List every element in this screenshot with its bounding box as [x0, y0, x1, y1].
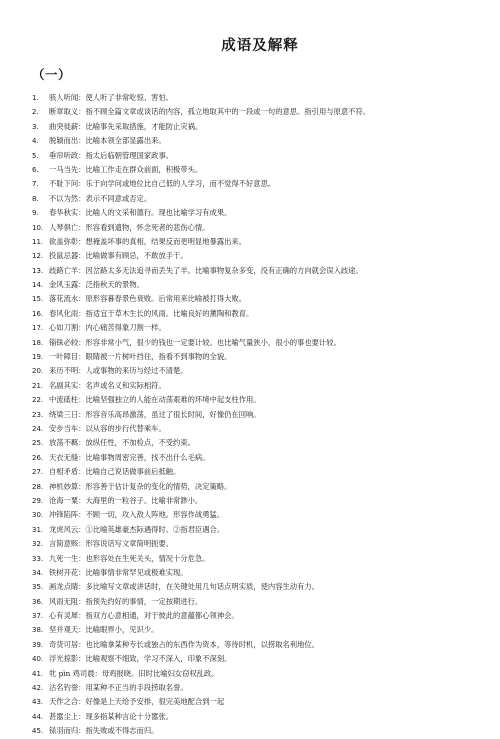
- entry-definition: 因岔路太多无法追寻而丢失了羊。比喻事物复杂多变，没有正确的方向就会误入歧途。: [85, 265, 363, 275]
- entry-number: 23.: [32, 410, 44, 419]
- entry-number: 7.: [32, 180, 39, 189]
- entry-idiom: 坚并观天：: [49, 625, 86, 635]
- entry-idiom: 曲突徙薪：: [49, 121, 86, 131]
- entry-idiom: 放荡不羁：: [49, 438, 86, 448]
- entry-number: 34.: [32, 568, 44, 577]
- entry-definition: 比喻事物周密完善，找不出什么毛病。: [85, 452, 210, 462]
- entry-number: 3.: [32, 122, 39, 131]
- entry-number: 28.: [32, 482, 44, 491]
- list-item: [32, 292, 478, 306]
- entry-definition: 现多指某种言论十分嚣张。: [85, 711, 174, 721]
- entry-number: 25.: [32, 439, 44, 448]
- entry-definition: 不顾一切，攻入敌人阵地。形容作战勇猛。: [85, 510, 225, 520]
- entry-idiom: 天衣无缝：: [49, 452, 86, 462]
- list-item: [32, 436, 478, 450]
- entry-idiom: 画龙点睛：: [49, 582, 86, 592]
- entry-definition: 也形容处在生死关头，情况十分危急。: [85, 553, 210, 563]
- entry-idiom: 歧路亡羊：: [49, 265, 86, 275]
- entry-idiom: 断章取义：: [49, 107, 86, 117]
- entry-definition: 大海里的一粒谷子。比喻非常渺小。: [85, 495, 203, 505]
- entry-number: 17.: [32, 324, 44, 333]
- entry-idiom: 春风化雨：: [49, 308, 86, 318]
- entry-idiom: 自相矛盾：: [49, 467, 86, 477]
- entry-idiom: 绕梁三日：: [49, 409, 86, 419]
- entry-number: 12.: [32, 252, 44, 261]
- entry-definition: 用某种不正当的手段捞取名誉。: [85, 683, 188, 693]
- entry-definition: 指双方心意相通，对于彼此的意蕴都心领神会。: [85, 611, 239, 621]
- list-item: [32, 451, 478, 465]
- entry-number: 1.: [32, 94, 39, 102]
- entry-number: 14.: [32, 281, 44, 290]
- entry-idiom: 不以为然：: [49, 193, 86, 203]
- entry-number: 26.: [32, 453, 44, 462]
- list-item: [32, 249, 478, 263]
- entry-definition: 放纵任性，不加检点，不受约束。: [85, 438, 195, 448]
- entry-definition: 比喻事先采取措施，才能防止灾祸。: [85, 121, 203, 131]
- entry-number: 32.: [32, 540, 44, 549]
- entry-idiom: 风雨无阻：: [49, 596, 86, 606]
- entry-definition: 原形容暮春景色衰败。后常用来比喻被打得大败。: [85, 294, 247, 304]
- entry-number: 42.: [32, 684, 44, 693]
- entry-number: 35.: [32, 583, 44, 592]
- entry-number: 22.: [32, 396, 44, 405]
- list-item: [32, 192, 478, 206]
- entry-idiom: 骇人听闻：: [49, 93, 86, 102]
- entry-definition: 指失败或不得志而归。: [85, 726, 159, 736]
- entry-definition: 形容说话写文章简明扼要。: [85, 539, 174, 549]
- entry-idiom: 投鼠忌器：: [49, 251, 86, 261]
- list-item: [32, 408, 478, 422]
- entry-number: 8.: [32, 194, 39, 203]
- entry-definition: 指适宜于草木生长的风雨。比喻良好的薰陶和教育。: [85, 308, 254, 318]
- list-item: [32, 638, 478, 652]
- entry-number: 10.: [32, 223, 44, 232]
- entry-definition: 也比喻拿某种专长或独占的东西作为资本，等待时机，以捞取名利地位。: [85, 639, 319, 649]
- entry-idiom: 一马当先：: [49, 164, 86, 174]
- entry-idiom: 天作之合：: [49, 697, 86, 707]
- entry-idiom: 沽名钓誉：: [49, 683, 86, 693]
- entry-definition: 比喻做事有顾忌，不敢放手干。: [85, 251, 188, 261]
- list-item: [32, 537, 478, 551]
- entry-number: 19.: [32, 353, 44, 362]
- entry-idiom: 一叶障目：: [49, 352, 86, 362]
- entry-idiom: 神机妙算：: [49, 481, 86, 491]
- entry-idiom: 人琴俱亡：: [49, 222, 86, 232]
- entry-idiom: 言简意赅：: [49, 539, 86, 549]
- list-item: [32, 321, 478, 335]
- entry-definition: 人或事物的来历与经过不清楚。: [85, 366, 188, 376]
- list-item: [32, 580, 478, 594]
- entry-number: 16.: [32, 309, 44, 318]
- entry-idiom: 垂帘听政：: [49, 150, 86, 160]
- entry-number: 33.: [32, 554, 44, 563]
- list-item: [32, 623, 478, 637]
- entry-number: 40.: [32, 655, 44, 664]
- list-item: [32, 149, 478, 163]
- entry-idiom: 沧海一粟：: [49, 495, 86, 505]
- entry-definition: 多比喻写文章或讲话时，在关键处用几句话点明实质，使内容生动有力。: [85, 582, 319, 592]
- list-item: [32, 710, 478, 724]
- entry-number: 38.: [32, 626, 44, 635]
- entry-definition: 形容善于估计复杂的变化的情势，决定策略。: [85, 481, 232, 491]
- list-item: [32, 508, 478, 522]
- list-item: [32, 221, 478, 235]
- entry-idiom: 奇货可居：: [49, 639, 86, 649]
- list-item: [32, 724, 478, 738]
- entry-number: 11.: [32, 237, 44, 246]
- entry-number: 36.: [32, 597, 44, 606]
- entry-idiom: 冲锋陷阵：: [49, 510, 86, 520]
- entry-idiom: 中流砥柱：: [49, 395, 86, 405]
- list-item: [32, 667, 478, 681]
- entry-definition: 比喻人的文采和德行。现也比喻学习有成果。: [85, 208, 232, 218]
- entry-definition: 名声或名义和实际相符。: [85, 380, 166, 390]
- list-item: [32, 379, 478, 393]
- entry-definition: 母鸡报晓。旧时比喻妇女窃权乱政。: [101, 668, 219, 678]
- list-item: [32, 307, 478, 321]
- list-item: [32, 609, 478, 623]
- entry-idiom: 来历不明：: [49, 366, 86, 376]
- entry-definition: 好像是上天给予安排，很完美地配合到一起: [85, 697, 225, 707]
- section-heading: （一）: [32, 67, 72, 82]
- list-item: [32, 566, 478, 580]
- entry-idiom: 九死一生：: [49, 553, 86, 563]
- idiom-list: [32, 91, 478, 739]
- list-item: [32, 393, 478, 407]
- entry-idiom: 落花流水：: [49, 294, 86, 304]
- list-item: [32, 336, 478, 350]
- entry-number: 39.: [32, 640, 44, 649]
- entry-definition: 比喻自己说话做事前后抵触。: [85, 467, 181, 477]
- entry-idiom: 脱颖而出：: [49, 136, 86, 146]
- page-title: 成语及解释: [221, 38, 299, 54]
- entry-idiom: 甚嚣尘上：: [49, 711, 86, 721]
- entry-idiom: 名副其实：: [49, 380, 86, 390]
- list-item: [32, 494, 478, 508]
- entry-number: 9.: [32, 209, 39, 218]
- entry-number: 20.: [32, 367, 44, 376]
- entry-idiom: 铁树开花：: [49, 567, 86, 577]
- list-item: [32, 681, 478, 695]
- entry-definition: 比喻工作走在群众前面，积极带头。: [85, 164, 203, 174]
- list-item: [32, 480, 478, 494]
- entry-number: 24.: [32, 424, 44, 433]
- entry-number: 27.: [32, 468, 44, 477]
- list-item: [32, 163, 478, 177]
- list-item: [32, 134, 478, 148]
- entry-idiom: 牝 pìn 鸡司晨：: [49, 668, 102, 678]
- entry-definition: 内心痛苦得象刀割一样。: [85, 323, 166, 333]
- entry-idiom: 春华秋实：: [49, 208, 86, 218]
- list-item: [32, 350, 478, 364]
- entry-number: 18.: [32, 338, 44, 347]
- entry-number: 30.: [32, 511, 44, 520]
- entry-idiom: 龙虎风云：: [49, 524, 86, 534]
- list-item: [32, 422, 478, 436]
- list-item: [32, 206, 478, 220]
- entry-idiom: 铩羽而归：: [49, 726, 86, 736]
- entry-definition: 泛指秋天的景物。: [85, 280, 144, 290]
- entry-number: 41.: [32, 669, 44, 678]
- entry-definition: 指预先约好的事情，一定按期进行。: [85, 596, 203, 606]
- list-item: [32, 264, 478, 278]
- entry-number: 2.: [32, 108, 39, 117]
- entry-idiom: 心如刀割：: [49, 323, 86, 333]
- entry-number: 21.: [32, 381, 44, 390]
- entry-definition: 使人听了非常吃惊、害怕。: [85, 93, 174, 102]
- entry-idiom: 安步当车：: [49, 423, 86, 433]
- entry-number: 5.: [32, 151, 39, 160]
- list-item: [32, 278, 478, 292]
- list-item: [32, 105, 478, 119]
- entry-idiom: 不耻下问：: [49, 179, 86, 189]
- entry-idiom: 浮光掠影：: [49, 654, 86, 664]
- entry-idiom: 金风玉露：: [49, 280, 86, 290]
- entry-definition: 比喻事情非常罕见或极难实现。: [85, 567, 188, 577]
- entry-definition: 指太后临朝管理国家政事。: [85, 150, 174, 160]
- entry-definition: 比喻本领全部显露出来。: [85, 136, 166, 146]
- list-item: [32, 552, 478, 566]
- entry-definition: 比喻眼界小，见识少。: [85, 625, 159, 635]
- entry-number: 45.: [32, 727, 44, 736]
- list-item: [32, 364, 478, 378]
- entry-number: 6.: [32, 165, 39, 174]
- entry-definition: 指不顾全篇文章或谈话的内容，孤立地取其中的一段或一句的意思。指引用与原意不符。: [85, 107, 371, 117]
- entry-definition: 比喻观察不细致，学习不深入，印象不深刻。: [85, 654, 232, 664]
- entry-number: 4.: [32, 137, 39, 146]
- entry-idiom: 欲盖弥彰：: [49, 236, 86, 246]
- entry-number: 43.: [32, 698, 44, 707]
- entry-definition: 形容音乐高昂激荡，虽过了很长时间，好像仍在回响。: [85, 409, 261, 419]
- entry-definition: 乐于向学问或地位比自己低的人学习，而不觉得不好意思。: [85, 179, 276, 189]
- list-item: [32, 91, 478, 105]
- list-item: [32, 235, 478, 249]
- list-item: [32, 652, 478, 666]
- entry-definition: 表示不同意或否定。: [85, 193, 152, 203]
- entry-definition: 以从容的步行代替乘车。: [85, 423, 166, 433]
- list-item: [32, 523, 478, 537]
- entry-definition: 眼睛被一片树叶挡住，指看不到事物的全貌。: [85, 352, 232, 362]
- entry-number: 15.: [32, 295, 44, 304]
- entry-definition: ①比喻英雄豪杰际遇得时。②指君臣遇合。: [85, 524, 225, 534]
- entry-number: 13.: [32, 266, 44, 275]
- list-item: [32, 120, 478, 134]
- list-item: [32, 465, 478, 479]
- entry-definition: 比喻坚强独立的人能在动荡艰难的环境中起支柱作用。: [85, 395, 261, 405]
- entry-definition: 形容看到遗物，怀念死者的悲伤心情。: [85, 222, 210, 232]
- entry-number: 37.: [32, 612, 44, 621]
- list-item: [32, 177, 478, 191]
- entry-definition: 想掩盖坏事的真相，结果反而更明显地暴露出来。: [85, 236, 247, 246]
- list-item: [32, 595, 478, 609]
- entry-number: 29.: [32, 496, 44, 505]
- entry-definition: 形容非常小气，很少的钱也一定要计较。也比喻气量狭小，很小的事也要计较。: [85, 337, 341, 347]
- entry-idiom: 锱铢必较：: [49, 337, 86, 347]
- entry-number: 44.: [32, 712, 44, 721]
- entry-idiom: 心有灵犀：: [49, 611, 86, 621]
- entry-number: 31.: [32, 525, 44, 534]
